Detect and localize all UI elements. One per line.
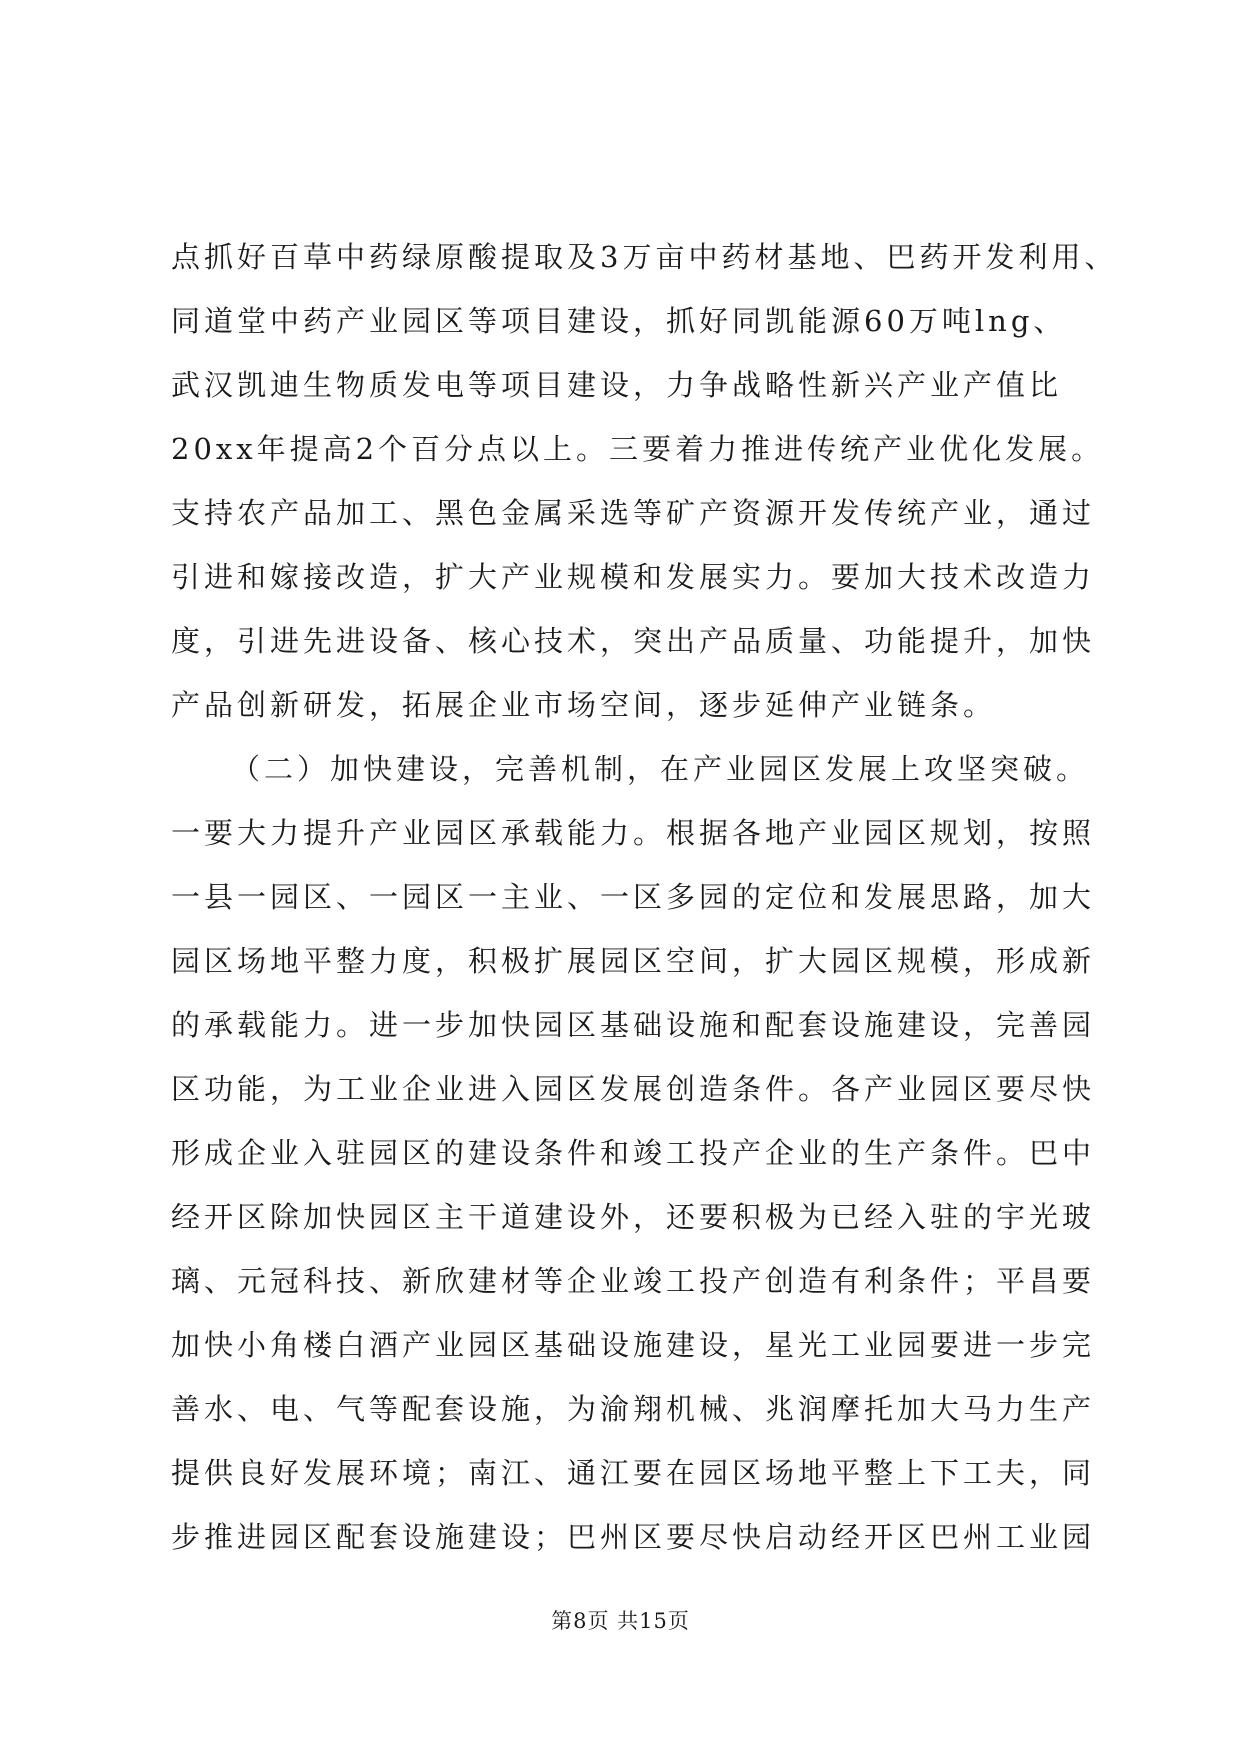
text-line: 武汉凯迪生物质发电等项目建设，力争战略性新兴产业产值比 xyxy=(171,368,1063,402)
body-text xyxy=(171,225,1131,1569)
section-heading-line: （二）加快建设，完善机制，在产业园区发展上攻坚突破。 xyxy=(231,752,1090,786)
text-line: 同道堂中药产业园区等项目建设，抓好同凯能源60万吨lng、 xyxy=(171,304,1067,338)
text-line: 经开区除加快园区主干道建设外，还要积极为已经入驻的宇光玻 xyxy=(171,1200,1096,1234)
text-line: 一要大力提升产业园区承载能力。根据各地产业园区规划，按照 xyxy=(171,816,1096,850)
text-line: 区功能，为工业企业进入园区发展创造条件。各产业园区要尽快 xyxy=(171,1072,1096,1106)
text-line: 步推进园区配套设施建设；巴州区要尽快启动经开区巴州工业园 xyxy=(171,1520,1096,1554)
text-line: 善水、电、气等配套设施，为渝翔机械、兆润摩托加大马力生产 xyxy=(171,1392,1096,1426)
text-line: 璃、元冠科技、新欣建材等企业竣工投产创造有利条件；平昌要 xyxy=(171,1264,1096,1298)
text-line: 一县一园区、一园区一主业、一区多园的定位和发展思路，加大 xyxy=(171,880,1096,914)
text-line: 的承载能力。进一步加快园区基础设施和配套设施建设，完善园 xyxy=(171,1008,1096,1042)
page-number-footer: 第8页 共15页 xyxy=(551,1609,690,1633)
text-line: 支持农产品加工、黑色金属采选等矿产资源开发传统产业，通过 xyxy=(171,496,1096,530)
text-line: 点抓好百草中药绿原酸提取及3万亩中药材基地、巴药开发利用、 xyxy=(171,240,1118,274)
text-line: 产品创新研发，拓展企业市场空间，逐步延伸产业链条。 xyxy=(171,688,997,722)
text-line: 20xx年提高2个百分点以上。三要着力推进传统产业优化发展。 xyxy=(171,432,1105,466)
text-line: 形成企业入驻园区的建设条件和竣工投产企业的生产条件。巴中 xyxy=(171,1136,1096,1170)
text-line: 提供良好发展环境；南江、通江要在园区场地平整上下工夫，同 xyxy=(171,1456,1096,1490)
text-line: 加快小角楼白酒产业园区基础设施建设，星光工业园要进一步完 xyxy=(171,1328,1096,1362)
text-line: 度，引进先进设备、核心技术，突出产品质量、功能提升，加快 xyxy=(171,624,1096,658)
text-line: 引进和嫁接改造，扩大产业规模和发展实力。要加大技术改造力 xyxy=(171,560,1096,594)
text-line: 园区场地平整力度，积极扩展园区空间，扩大园区规模，形成新 xyxy=(171,944,1096,978)
